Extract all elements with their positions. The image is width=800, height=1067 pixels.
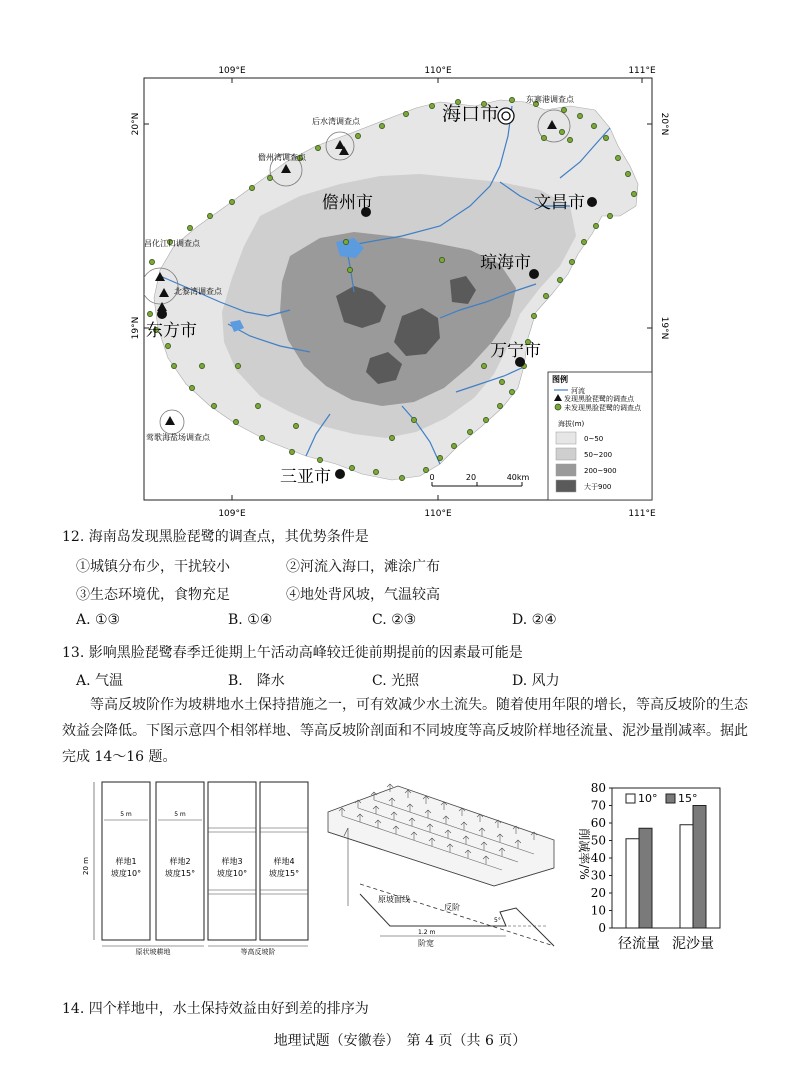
- city-label-wenchang: 文昌市: [534, 193, 585, 213]
- survey-dot: [229, 199, 234, 204]
- reduction-rate-chart: [572, 778, 732, 962]
- category-label: 径流量: [618, 936, 660, 952]
- q12-stem: 12. 海南岛发现黑脸琵鹭的调查点，其优势条件是: [62, 529, 369, 545]
- survey-dot: [315, 145, 320, 150]
- legend-elevation-title: 海拔(m): [558, 420, 585, 428]
- lat-label-20: 20°N: [131, 112, 141, 136]
- site-label-houshuiwan: 后水湾调查点: [312, 117, 360, 126]
- y-tick-label: 10: [590, 903, 606, 918]
- legend-band-3: 大于900: [584, 483, 612, 491]
- lat-label-19-right: 19°N: [659, 316, 669, 340]
- plot-4-slope: 坡度15°: [268, 869, 300, 878]
- label-reverse-step: 反阶: [444, 903, 460, 912]
- y-tick-label: 60: [590, 816, 606, 830]
- lon-label-110: 110°E: [424, 66, 452, 76]
- city-label-haikou: 海口市: [442, 103, 500, 125]
- survey-dot: [259, 435, 264, 440]
- legend-river: 河流: [571, 387, 585, 395]
- label-step-width: 阶宽: [418, 939, 434, 948]
- q12-item-1: ①城镇分布少，干扰较小: [76, 559, 230, 575]
- survey-dot: [255, 403, 260, 408]
- scale-label-0: 0: [429, 473, 435, 482]
- city-label-dongfang: 东方市: [146, 321, 197, 341]
- survey-dot: [531, 313, 536, 318]
- survey-dot: [349, 465, 354, 470]
- plot-2-slope: 坡度15°: [164, 869, 196, 878]
- sample-plots-figure: [80, 776, 316, 956]
- q13-option-d[interactable]: D. 风力: [512, 673, 560, 689]
- y-tick-label: 50: [590, 833, 606, 848]
- survey-dot: [211, 403, 216, 408]
- lat-label-19: 19°N: [131, 316, 141, 340]
- legend-swatch-2: [556, 464, 576, 476]
- survey-dot: [249, 185, 254, 190]
- survey-dot: [567, 137, 572, 142]
- plot-2-width: 5 m: [174, 811, 186, 818]
- bar-0-1: [639, 828, 652, 928]
- survey-dot: [451, 443, 456, 448]
- scale-label-20: 20: [465, 473, 477, 482]
- survey-dot: [625, 171, 630, 176]
- survey-dot: [399, 475, 404, 480]
- q13-option-c[interactable]: C. 光照: [372, 673, 420, 689]
- survey-dot: [561, 107, 566, 112]
- plot-1-width: 5 m: [120, 811, 132, 818]
- legend-title: 图例: [552, 375, 568, 384]
- site-label-beili: 北黎湾调查点: [174, 287, 222, 296]
- q13-option-b[interactable]: B. 降水: [228, 673, 285, 689]
- lon-label-111-bottom: 111°E: [628, 509, 656, 519]
- label-original-slope: 原坡面线: [378, 895, 410, 904]
- plot-1-name: 样地1: [115, 857, 137, 866]
- legend-found: 发现黑脸琵鹭的调查点: [564, 395, 634, 403]
- lat-label-20-right: 20°N: [659, 112, 669, 136]
- label-step-width-value: 1.2 m: [418, 929, 436, 936]
- survey-dot: [423, 467, 428, 472]
- survey-dot: [149, 259, 154, 264]
- survey-dot: [347, 267, 352, 272]
- survey-dot: [293, 423, 298, 428]
- survey-dot: [165, 343, 170, 348]
- scale-label-40: 40km: [506, 473, 530, 482]
- plot-1-slope: 坡度10°: [110, 869, 142, 878]
- survey-dot: [187, 225, 192, 230]
- survey-dot: [207, 213, 212, 218]
- legend-not-found: 未发现黑脸琵鹭的调查点: [564, 404, 641, 412]
- bar-1-0: [680, 825, 693, 928]
- bar-0-0: [626, 839, 639, 928]
- lon-label-111: 111°E: [628, 66, 656, 76]
- city-label-wanning: 万宁市: [490, 341, 541, 361]
- survey-dot: [233, 419, 238, 424]
- chart-ylabel: 削减率/%: [577, 828, 591, 880]
- y-tick-label: 20: [590, 886, 606, 900]
- y-tick-label: 70: [590, 798, 606, 813]
- q12-item-3: ③生态环境优，食物充足: [76, 587, 230, 603]
- y-tick-label: 40: [590, 851, 606, 865]
- survey-dot: [439, 257, 444, 262]
- plot-2-name: 样地2: [169, 857, 191, 866]
- group-label-terrace: 等高反坡阶: [240, 948, 276, 956]
- survey-dot: [403, 111, 408, 116]
- q12-option-d[interactable]: D. ②④: [512, 612, 557, 628]
- q12-option-c[interactable]: C. ②③: [372, 612, 417, 628]
- site-label-dongzhai: 东寨港调查点: [526, 95, 574, 104]
- survey-dot: [497, 403, 502, 408]
- survey-dot: [267, 175, 272, 180]
- q12-option-a[interactable]: A. ①③: [76, 612, 121, 628]
- survey-dot: [581, 239, 586, 244]
- hainan-map: [131, 66, 669, 519]
- survey-dot: [591, 123, 596, 128]
- survey-dot: [189, 385, 194, 390]
- plot-4-name: 样地4: [273, 857, 295, 866]
- lon-label-110-bottom: 110°E: [424, 509, 452, 519]
- survey-dot: [411, 417, 416, 422]
- q13-option-a[interactable]: A. 气温: [76, 673, 124, 689]
- survey-dot: [569, 259, 574, 264]
- survey-dot: [289, 449, 294, 454]
- y-tick-label: 30: [590, 868, 606, 883]
- q12-option-b[interactable]: B. ①④: [228, 612, 273, 628]
- site-label-changhua: 昌化江口调查点: [144, 239, 200, 248]
- q12-item-4: ④地处背风坡，气温较高: [286, 587, 440, 603]
- site-label-danzhouwan: 儋州湾调查点: [258, 153, 306, 162]
- original-slope-line: [360, 884, 554, 946]
- survey-dot: [373, 469, 378, 474]
- survey-dot: [631, 191, 636, 196]
- survey-dot: [559, 129, 564, 134]
- survey-dot: [483, 417, 488, 422]
- plot-height-label: 20 m: [82, 857, 90, 875]
- plot-3-slope: 坡度10°: [216, 869, 248, 878]
- survey-dot: [389, 435, 394, 440]
- intro-paragraph: 等高反坡阶作为坡耕地水土保持措施之一，可有效减少水土流失。随着使用年限的增长，等高反坡阶的生态效益会降低。下图示意四个相邻样地、等高反坡阶剖面和不同坡度等高反坡阶样地径流量、泥沙量削减率。据此完成 14～16 题。: [62, 697, 748, 765]
- survey-dot: [467, 429, 472, 434]
- legend-swatch-3: [556, 480, 576, 492]
- survey-dot: [481, 363, 486, 368]
- legend-swatch-10: [626, 794, 635, 803]
- label-angle: 5°: [494, 917, 501, 924]
- survey-dot: [509, 389, 514, 394]
- q12-item-2: ②河流入海口，滩涂广布: [286, 559, 440, 575]
- map-legend: [548, 372, 652, 500]
- legend-swatch-1: [556, 448, 576, 460]
- city-label-qionghai: 琼海市: [480, 253, 531, 273]
- page-footer: 地理试题（安徽卷） 第 4 页（共 6 页）: [273, 1033, 527, 1049]
- survey-dot: [235, 363, 240, 368]
- city-label-sanya: 三亚市: [280, 467, 331, 487]
- survey-dot: [615, 155, 620, 160]
- survey-dot: [171, 363, 176, 368]
- survey-dot: [541, 135, 546, 140]
- survey-dot: [379, 123, 384, 128]
- survey-dot: [499, 379, 504, 384]
- legend-band-2: 200~900: [584, 467, 617, 475]
- y-tick-label: 80: [590, 781, 606, 795]
- legend-label-10: 10°: [638, 792, 658, 805]
- lon-label-109: 109°E: [218, 66, 246, 76]
- city-label-danzhou: 儋州市: [322, 193, 373, 213]
- survey-dot: [317, 457, 322, 462]
- plot-3-name: 样地3: [221, 857, 243, 866]
- survey-dot: [607, 213, 612, 218]
- terrace-profile-figure: [318, 776, 562, 956]
- chart-legend: [626, 792, 698, 805]
- survey-dot: [437, 455, 442, 460]
- survey-dot: [429, 103, 434, 108]
- haikou-symbol: [498, 108, 514, 124]
- group-label-original: 原状坡耕地: [135, 948, 171, 956]
- survey-dot: [577, 113, 582, 118]
- category-label: 泥沙量: [672, 936, 714, 952]
- legend-band-1: 50~200: [584, 451, 613, 459]
- survey-dot: [509, 97, 514, 102]
- legend-swatch-0: [556, 432, 576, 444]
- site-label-yingge: 莺歌海盐场调查点: [146, 433, 210, 442]
- legend-label-15: 15°: [678, 792, 698, 805]
- survey-dot: [147, 311, 152, 316]
- survey-dot: [543, 293, 548, 298]
- survey-dot: [603, 135, 608, 140]
- survey-dot: [355, 133, 360, 138]
- lon-label-109-bottom: 109°E: [218, 509, 246, 519]
- q14-stem: 14. 四个样地中，水土保持效益由好到差的排序为: [62, 1001, 369, 1017]
- survey-dot: [593, 223, 598, 228]
- y-tick-label: 0: [598, 921, 606, 935]
- q13-stem: 13. 影响黑脸琵鹭春季迁徙期上午活动高峰较迁徙前期提前的因素最可能是: [62, 645, 523, 661]
- bar-1-1: [693, 806, 706, 929]
- legend-band-0: 0~50: [584, 435, 604, 443]
- legend-swatch-15: [666, 794, 675, 803]
- survey-dot: [343, 239, 348, 244]
- survey-dot: [557, 277, 562, 282]
- survey-dot: [199, 363, 204, 368]
